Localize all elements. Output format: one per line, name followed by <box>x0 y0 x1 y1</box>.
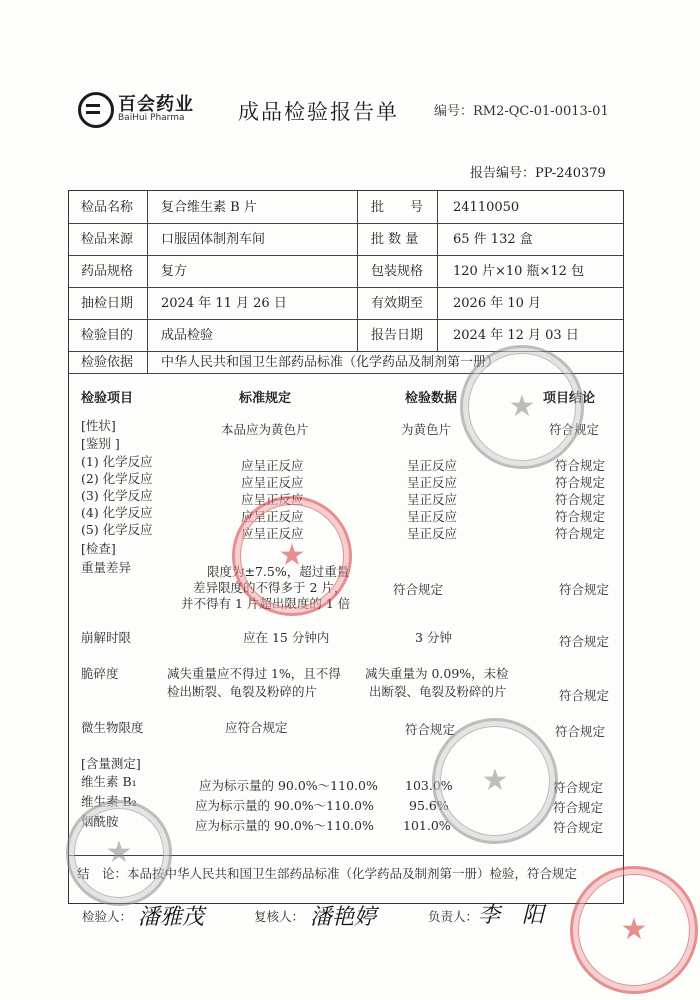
document-number: 编号：RM2-QC-01-0013-01 <box>434 104 609 119</box>
microbial-data: 符合规定 <box>405 722 456 737</box>
microbial-conclusion: 符合规定 <box>555 724 606 739</box>
report-number: 报告编号：PP-240379 <box>470 166 606 181</box>
responsible-label: 负责人： <box>428 909 479 924</box>
friability-standard-line1: 减失重量应不得过 1%，且不得 <box>167 666 341 681</box>
ident-data: 呈正反应 <box>407 458 458 473</box>
report-date-value: 2024 年 12 月 03 日 <box>453 328 579 343</box>
grey-inspection-seal <box>460 345 584 469</box>
overall-conclusion: 结 论：本品按中华人民共和国卫生部药品标准（化学药品及制剂第一册）检验，符合规定 <box>77 866 578 881</box>
ident-data: 呈正反应 <box>407 509 458 524</box>
ident-conclusion: 符合规定 <box>555 526 606 541</box>
spec-label: 药品规格 <box>81 264 134 279</box>
table-rule <box>437 191 438 351</box>
expiry-value: 2026 年 10 月 <box>453 296 542 311</box>
ident-item: (1) 化学反应 <box>81 454 153 469</box>
appearance-standard: 本品应为黄色片 <box>221 422 309 437</box>
ident-conclusion: 符合规定 <box>555 492 606 507</box>
table-rule <box>69 319 623 320</box>
weight-conclusion: 符合规定 <box>559 582 610 597</box>
quantity-label: 批 数 量 <box>371 232 419 247</box>
sampling-date-label: 抽检日期 <box>81 296 134 311</box>
logo-mark-icon <box>78 92 114 128</box>
inspector-signature: 潘雅茂 <box>138 905 205 930</box>
ident-item: (5) 化学反应 <box>81 522 153 537</box>
ident-standard: 应呈正反应 <box>241 458 304 473</box>
section-identification: [鉴别 ] <box>81 436 120 451</box>
ident-data: 呈正反应 <box>407 475 458 490</box>
ident-conclusion: 符合规定 <box>555 458 606 473</box>
logo-text-cn: 百会药业 <box>118 94 194 115</box>
weight-standard-line2: 差异限度的不得多于 2 片， <box>193 580 347 595</box>
assay-standard: 应为标示量的 90.0%～110.0% <box>199 778 378 793</box>
expiry-label: 有效期至 <box>371 296 424 311</box>
seal-star-icon: ★ <box>508 389 536 424</box>
product-name-value: 复合维生素 B 片 <box>161 200 257 215</box>
red-company-seal <box>232 496 352 616</box>
sampling-date-value: 2024 年 11 月 26 日 <box>161 296 287 311</box>
product-name-label: 检品名称 <box>81 200 134 215</box>
disintegration-item: 崩解时限 <box>81 630 132 645</box>
assay-conclusion: 符合规定 <box>553 820 604 835</box>
source-value: 口服固体制剂车间 <box>161 232 266 247</box>
report-date-label: 报告日期 <box>371 328 424 343</box>
grey-inspection-seal <box>432 718 558 844</box>
grey-management-seal <box>66 800 172 906</box>
weight-item: 重量差异 <box>81 560 132 575</box>
section-check: [检查] <box>81 541 116 556</box>
inspector-label: 检验人： <box>82 909 133 924</box>
spec-value: 复方 <box>161 264 188 279</box>
assay-data: 95.6% <box>409 798 449 813</box>
assay-data: 103.0% <box>405 778 453 793</box>
col-header-conclusion: 项目结论 <box>543 391 596 406</box>
table-rule <box>69 287 623 288</box>
friability-standard-line2: 检出断裂、龟裂及粉碎的片 <box>167 684 318 699</box>
table-rule <box>69 255 623 256</box>
seal-star-icon: ★ <box>481 763 509 798</box>
weight-data: 符合规定 <box>393 582 444 597</box>
section-appearance: [性状] <box>81 418 116 433</box>
logo-text-en: BaiHui Pharma <box>118 113 185 123</box>
weight-standard-line1: 限度为±7.5%，超过重量 <box>207 564 350 579</box>
microbial-item: 微生物限度 <box>81 720 144 735</box>
document-title: 成品检验报告单 <box>238 100 399 124</box>
table-rule <box>69 223 623 224</box>
disintegration-standard: 应在 15 分钟内 <box>243 630 330 645</box>
ident-item: (3) 化学反应 <box>81 488 153 503</box>
assay-item: 维生素 B₂ <box>81 794 137 809</box>
ident-data: 呈正反应 <box>407 526 458 541</box>
assay-data: 101.0% <box>403 818 451 833</box>
responsible-signature: 李 阳 <box>478 903 545 928</box>
assay-standard: 应为标示量的 90.0%～110.0% <box>195 818 374 833</box>
appearance-data: 为黄色片 <box>401 422 452 437</box>
assay-item: 烟酰胺 <box>81 814 119 829</box>
red-quality-seal <box>570 866 698 994</box>
purpose-label: 检验目的 <box>81 328 134 343</box>
source-label: 检品来源 <box>81 232 134 247</box>
quantity-value: 65 件 132 盒 <box>453 232 533 247</box>
seal-star-icon: ★ <box>105 835 133 870</box>
basis-value: 中华人民共和国卫生部药品标准（化学药品及制剂第一册） <box>161 355 500 370</box>
friability-data-line2: 出断裂、龟裂及粉碎的片 <box>369 684 507 699</box>
ident-conclusion: 符合规定 <box>555 509 606 524</box>
assay-conclusion: 符合规定 <box>553 780 604 795</box>
friability-data-line1: 减失重量为 0.09%，未检 <box>365 666 509 681</box>
assay-conclusion: 符合规定 <box>553 800 604 815</box>
col-header-item: 检验项目 <box>81 391 134 406</box>
purpose-value: 成品检验 <box>161 328 214 343</box>
microbial-standard: 应符合规定 <box>225 720 288 735</box>
seal-star-icon: ★ <box>620 912 648 947</box>
col-header-standard: 标准规定 <box>239 391 292 406</box>
reviewer-signature: 潘艳婷 <box>310 905 377 930</box>
ident-data: 呈正反应 <box>407 492 458 507</box>
seal-star-icon: ★ <box>278 538 306 573</box>
package-label: 包装规格 <box>371 264 424 279</box>
friability-item: 脆碎度 <box>81 666 119 681</box>
ident-standard: 应呈正反应 <box>241 509 304 524</box>
table-rule <box>147 191 148 373</box>
col-header-data: 检验数据 <box>405 391 458 406</box>
ident-standard: 应呈正反应 <box>241 492 304 507</box>
table-rule <box>357 191 358 351</box>
section-assay: [含量测定] <box>81 756 141 771</box>
disintegration-conclusion: 符合规定 <box>559 634 610 649</box>
ident-standard: 应呈正反应 <box>241 475 304 490</box>
assay-standard: 应为标示量的 90.0%～110.0% <box>195 798 374 813</box>
ident-item: (2) 化学反应 <box>81 471 153 486</box>
basis-label: 检验依据 <box>81 355 134 370</box>
batch-value: 24110050 <box>453 200 520 215</box>
disintegration-data: 3 分钟 <box>415 630 452 645</box>
package-value: 120 片×10 瓶×12 包 <box>453 264 585 279</box>
reviewer-label: 复核人： <box>254 909 305 924</box>
ident-item: (4) 化学反应 <box>81 505 153 520</box>
friability-conclusion: 符合规定 <box>559 688 610 703</box>
assay-item: 维生素 B₁ <box>81 774 137 789</box>
weight-standard-line3: 并不得有 1 片超出限度的 1 倍 <box>181 596 351 611</box>
batch-label: 批 号 <box>371 200 424 215</box>
appearance-conclusion: 符合规定 <box>549 422 600 437</box>
ident-standard: 应呈正反应 <box>241 526 304 541</box>
ident-conclusion: 符合规定 <box>555 475 606 490</box>
company-logo <box>74 90 202 130</box>
